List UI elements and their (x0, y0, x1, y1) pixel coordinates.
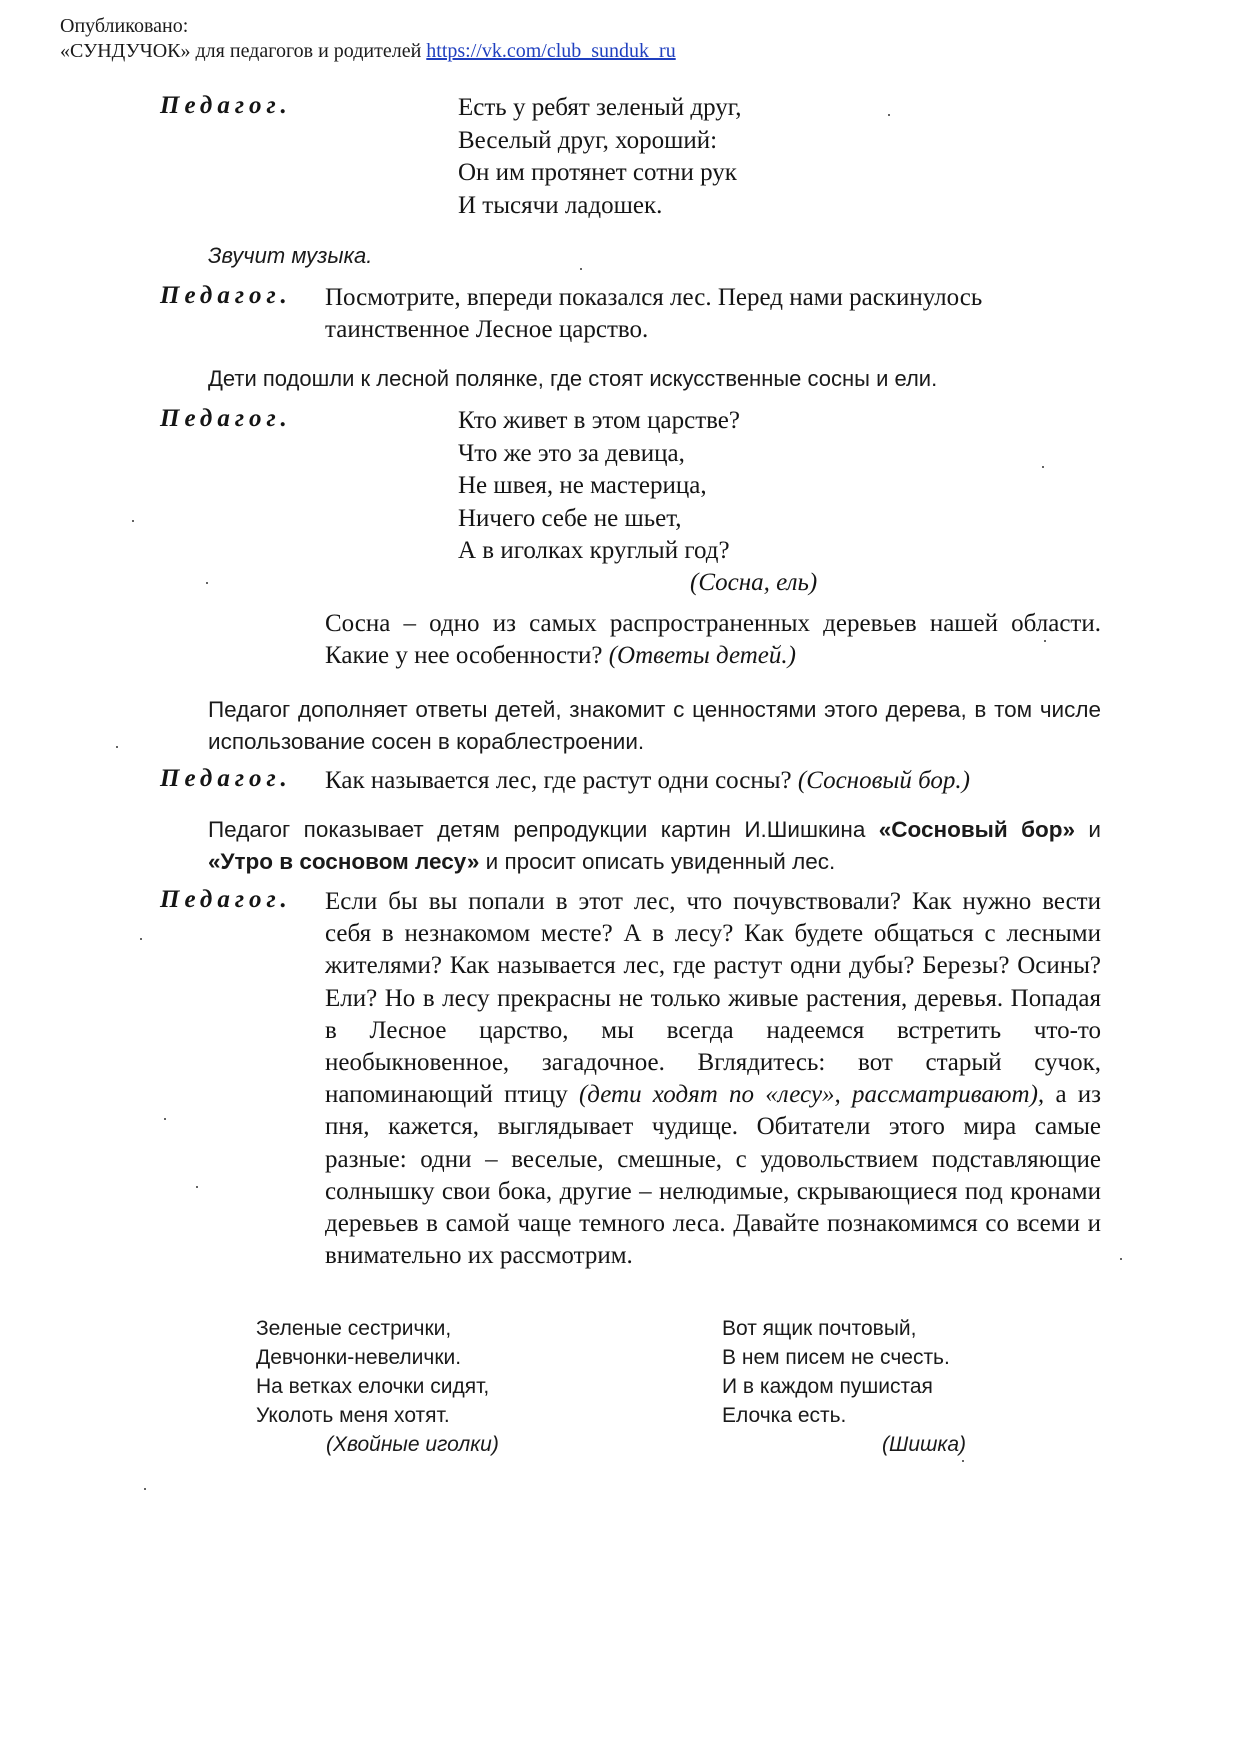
verse-line: Не швея, не мастерица, (458, 472, 707, 499)
speaker-label: Педагог. (160, 886, 292, 913)
scan-speck (580, 268, 582, 270)
paragraph-text: Сосна – одно из самых распространенных деревьев нашей области. Какие у нее особенности? (325, 610, 1101, 670)
header-org-line (60, 39, 676, 64)
scan-speck (164, 1118, 166, 1120)
scan-speck (132, 520, 134, 522)
riddle-answer: (Сосна, ель) (690, 569, 818, 596)
stage-direction: Педагог дополняет ответы детей, знакомит с ценностями этого дерева, в том числе использование сосен в кораблестроении. (208, 697, 1101, 754)
org-text: «СУНДУЧОК» для педагогов и родителей (60, 40, 422, 62)
scan-speck (144, 1488, 146, 1490)
verse-block-1 (458, 92, 741, 222)
scan-speck (206, 582, 208, 584)
speaker-label: Педагог. (160, 765, 292, 792)
riddle-line: Вот ящик почтовый, (722, 1317, 917, 1340)
painting-title: «Утро в сосновом лесу» (208, 849, 480, 874)
teacher-speech: Посмотрите, впереди показался лес. Перед нами раскинулось таинственное Лесное царство. (325, 284, 983, 344)
scan-speck (196, 1186, 198, 1188)
riddle-line: Елочка есть. (722, 1404, 847, 1427)
speech-text: Если бы вы попали в этот лес, что почувствовали? Как нужно вести себя в незнакомом месте? А в лесу? Как будете общаться с лесными жителями? Как называется лес, где растут одни дубы? Березы? Осины? Ели? Но в лесу прекрасны не только живые растения, деревья. Попадая в Лесное царство, мы всегда надеемся встретить что-то необыкновенное, загадочное. Вглядитесь: вот старый сучок, напоминающий птицу (325, 888, 1101, 1109)
speaker-label: Педагог. (160, 92, 292, 119)
speech-italic: (Сосновый бор.) (797, 767, 970, 794)
stage-text: Педагог показывает детям репродукции картин И.Шишкина (208, 817, 866, 842)
verse-line: И тысячи ладошек. (458, 191, 663, 219)
verse-block-2 (458, 405, 740, 568)
stage-direction (208, 814, 1101, 878)
speech-text: а из пня, кажется, выглядывает чудище. Обитатели этого мира самые разные: одни – веселые, смешные, с удовольствием подставляющие солнышку свои бока, другие – нелюдимые, скрывающиеся под кронами деревьев в самой чаще темного леса. Давайте познакомимся со всеми и внимательно их рассмотрим. (325, 1081, 1102, 1270)
verse-line: Ничего себе не шьет, (458, 504, 682, 532)
riddle-line: В нем писем не счесть. (722, 1346, 950, 1369)
riddle-right (722, 1314, 966, 1459)
scan-speck (140, 938, 142, 940)
verse-line: Кто живет в этом царстве? (458, 407, 740, 434)
teacher-speech (325, 765, 1101, 797)
publication-header (60, 14, 676, 64)
speech-italic: (дети ходят по «лесу», рассматривают), (578, 1081, 1045, 1109)
speech-text: Как называется лес, где растут одни сосны? (325, 767, 792, 794)
scan-speck (116, 746, 118, 748)
stage-direction: Звучит музыка. (208, 243, 373, 268)
paragraph-italic: (Ответы детей.) (608, 642, 796, 670)
teacher-speech-long (325, 886, 1101, 1272)
riddle-line: На ветках елочки сидят, (256, 1375, 490, 1398)
scan-speck (962, 1460, 964, 1462)
published-label: Опубликовано: (60, 15, 189, 37)
stage-text: и просит описать увиденный лес. (485, 849, 836, 874)
scan-speck (1042, 466, 1044, 468)
riddle-answer: (Шишка) (882, 1433, 967, 1456)
riddle-line: Девчонки-невелички. (256, 1346, 462, 1369)
paragraph-pine (325, 608, 1101, 672)
verse-line: А в иголках круглый год? (458, 537, 730, 564)
verse-line: Веселый друг, хороший: (458, 126, 718, 154)
speaker-label: Педагог. (160, 282, 292, 309)
riddle-line: Уколоть меня хотят. (256, 1404, 450, 1427)
speaker-label: Педагог. (160, 405, 292, 432)
scan-speck (888, 114, 890, 116)
vk-link[interactable]: https://vk.com/club_sunduk_ru (426, 40, 676, 62)
riddle-line: И в каждом пушистая (722, 1375, 933, 1398)
stage-text: и (1088, 817, 1101, 842)
scan-speck (1120, 1258, 1122, 1260)
stage-direction: Дети подошли к лесной полянке, где стоят искусственные сосны и ели. (208, 366, 938, 391)
verse-line: Есть у ребят зеленый друг, (458, 94, 742, 121)
painting-title: «Сосновый бор» (878, 817, 1075, 842)
verse-line: Он им протянет сотни рук (458, 159, 737, 186)
verse-line: Что же это за девица, (458, 439, 685, 467)
riddle-left (256, 1314, 499, 1459)
riddle-line: Зеленые сестрички, (256, 1317, 452, 1340)
riddle-answer: (Хвойные иголки) (326, 1433, 499, 1456)
scan-speck (1044, 640, 1046, 642)
